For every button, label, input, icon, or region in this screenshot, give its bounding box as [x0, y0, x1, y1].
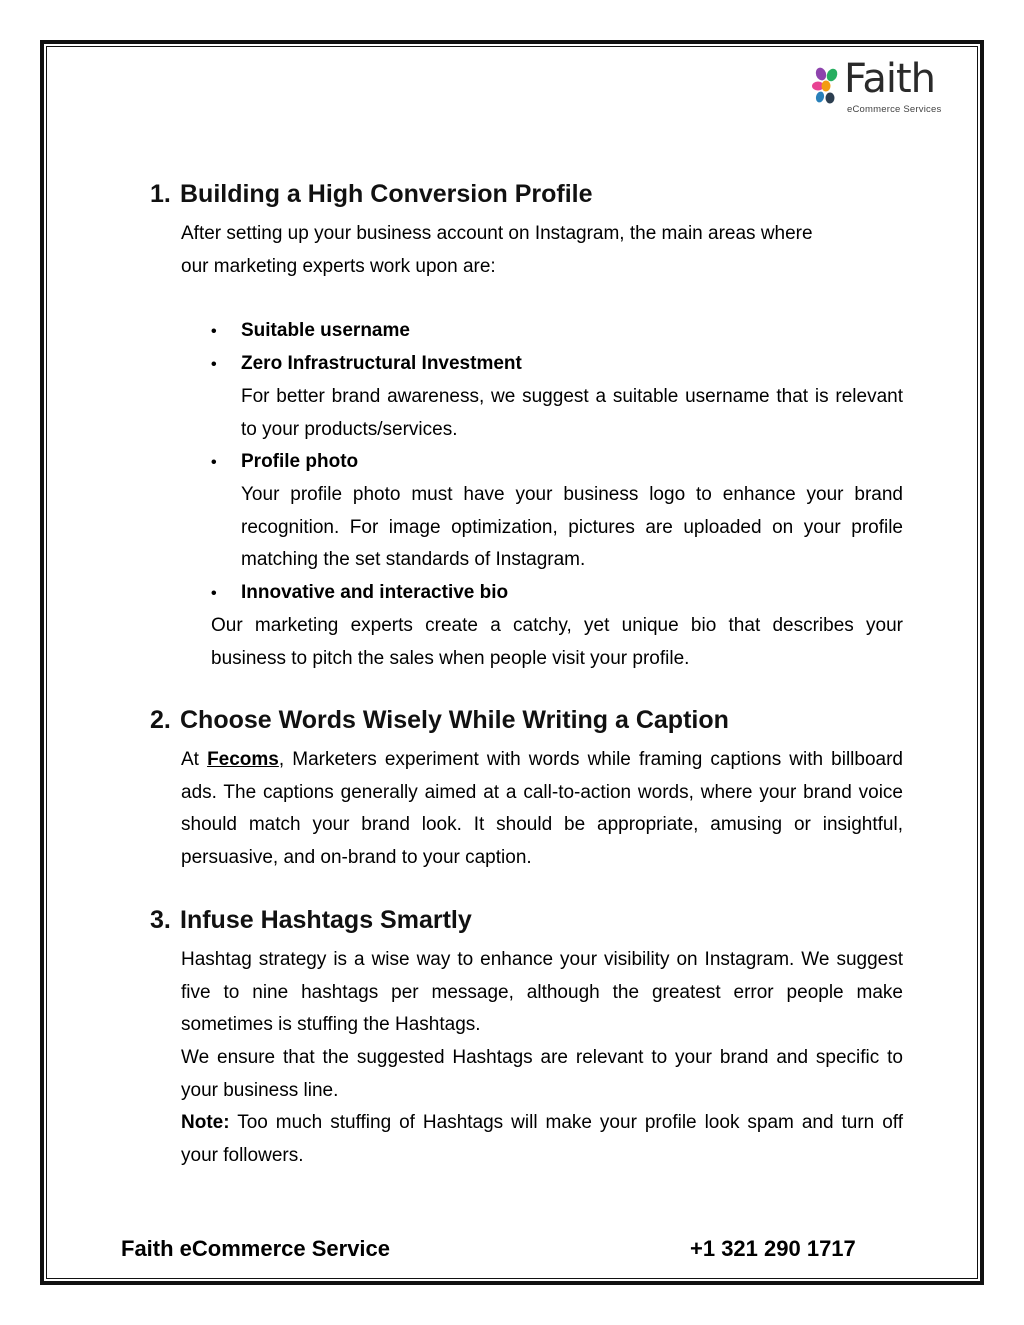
bullet-innovative-bio [211, 577, 508, 611]
section-3-heading [150, 906, 472, 935]
logo-brand-text: Faith [844, 56, 935, 102]
section-2-number: 2. [150, 706, 171, 734]
bullet-marker: • [211, 454, 217, 471]
section-1-heading [150, 180, 593, 209]
bullet-label: Profile photo [241, 451, 359, 472]
bullet-label: Innovative and interactive bio [241, 582, 509, 603]
bullet-marker: • [211, 585, 217, 602]
section-3-paragraph-2: We ensure that the suggested Hashtags are relevant to your brand and specific to your business line. [181, 1047, 903, 1101]
bullet-profile-photo [211, 446, 358, 480]
section-2-paragraph [181, 744, 903, 875]
bullet-marker: • [211, 323, 217, 340]
section-3-number: 3. [150, 906, 171, 934]
section-1-intro-line-1: After setting up your business account on Instagram, the main areas where [181, 223, 813, 244]
section-2-title: Choose Words Wisely While Writing a Caption [180, 706, 729, 734]
section-2-prefix: At [181, 749, 208, 770]
footer-phone: +1 321 290 1717 [690, 1236, 856, 1261]
section-1-title: Building a High Conversion Profile [180, 180, 593, 208]
section-2-text: , Marketers experiment with words while framing captions with billboard ads. The captions generally aimed at a call-to-action words, where your brand voice should match your brand look. It should be appropriate, amusing or insightful, persuasive, and on-brand to your caption. [181, 749, 903, 869]
bullet-label: Zero Infrastructural Investment [241, 353, 522, 374]
bullet-label: Suitable username [241, 320, 410, 341]
note-label: Note: [181, 1112, 230, 1133]
flower-logo-icon [810, 64, 842, 108]
faith-logo [810, 56, 960, 120]
section-1-intro-line-2: our marketing experts work upon are: [181, 256, 496, 277]
footer-company: Faith eCommerce Service [121, 1236, 391, 1261]
section-1-number: 1. [150, 180, 171, 208]
bullet-text-bio: Our marketing experts create a catchy, yet unique bio that describes your business to pitch the sales when people visit your profile. [211, 615, 903, 669]
bullet-suitable-username [211, 315, 410, 349]
section-3-paragraph-1: Hashtag strategy is a wise way to enhance your visibility on Instagram. We suggest five to nine hashtags per message, although the greatest error people make sometimes is stuffing the Hashtags. [181, 949, 903, 1036]
bullet-text-profile-photo: Your profile photo must have your business logo to enhance your brand recognition. For image optimization, pictures are uploaded on your profile matching the set standards of Instagram. [241, 484, 903, 571]
fecoms-link[interactable]: Fecoms [207, 749, 279, 770]
bullet-marker: • [211, 356, 217, 373]
note-text: Too much stuffing of Hashtags will make your profile look spam and turn off your followers. [181, 1112, 903, 1166]
section-3-note [181, 1107, 903, 1172]
section-2-heading [150, 706, 729, 735]
section-3-title: Infuse Hashtags Smartly [180, 906, 472, 934]
bullet-text-username: For better brand awareness, we suggest a suitable username that is relevant to your products/services. [241, 386, 903, 440]
logo-tagline: eCommerce Services [847, 104, 942, 115]
bullet-zero-infrastructural-investment [211, 348, 522, 382]
